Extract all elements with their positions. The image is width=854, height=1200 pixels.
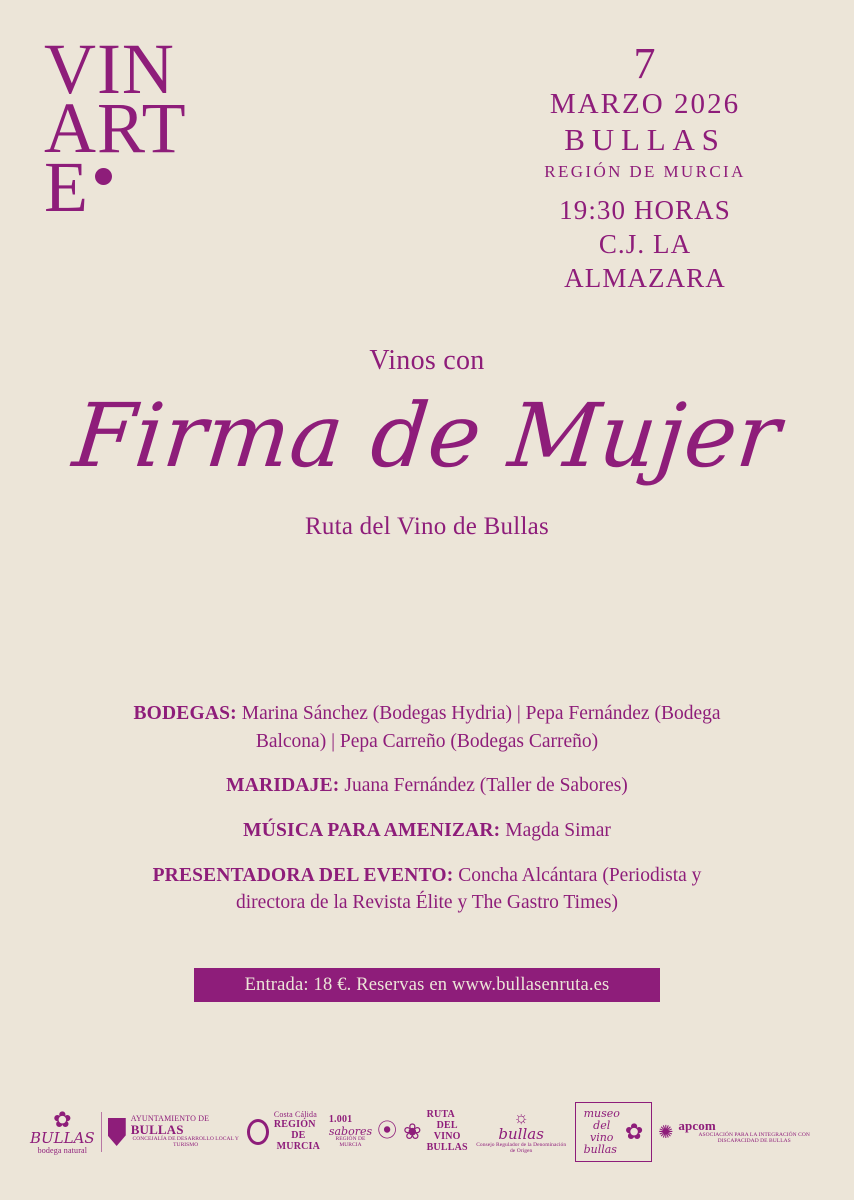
ticket-info-text: Entrada: 18 €. Reservas en www.bullasenruta.es [244, 974, 610, 995]
credit-value: Magda Simar [500, 820, 611, 842]
credit-row [118, 817, 736, 845]
sponsor-tagline: bodega natural [37, 1145, 88, 1155]
main-title-script: Firma de Mujer [68, 384, 786, 487]
leaf-icon: ⦿ [377, 1120, 398, 1143]
sponsor-name: AYUNTAMIENTO DE [130, 1113, 210, 1123]
event-day: 7 [633, 39, 657, 88]
logo-dot-icon [95, 168, 112, 185]
sponsor-name: apcom [678, 1118, 716, 1134]
credit-label: MÚSICA PARA AMENIZAR: [243, 820, 501, 842]
sponsor-tagline: REGIÓN DE MURCIA [335, 1136, 366, 1149]
sponsor-name-secondary: DEL VINO [433, 1120, 461, 1142]
sponsor-do-bullas [474, 1109, 569, 1154]
sponsor-name: museo [583, 1107, 620, 1121]
sponsor-name-tertiary: bullas [583, 1142, 617, 1156]
grape-icon: ✿ [624, 1119, 644, 1144]
sponsor-tagline: CONCEJALÍA DE DESARROLLO LOCAL Y TURISMO [132, 1136, 239, 1149]
event-venue-line-2: ALMAZARA [564, 262, 726, 293]
event-time: 19:30 HORAS [559, 195, 731, 226]
event-month-year: MARZO 2026 [549, 88, 741, 120]
credit-row [118, 862, 736, 917]
title-block [0, 345, 854, 541]
event-region: REGIÓN DE MURCIA [544, 161, 746, 181]
sponsor-ruta-del-vino-bullas [403, 1110, 468, 1153]
sponsor-bullas-bodega-natural [30, 1106, 95, 1155]
logo-line-1: VIN [44, 29, 175, 109]
sponsor-name-tertiary: DE MURCIA [276, 1129, 321, 1152]
credit-row [118, 700, 736, 755]
sponsor-name: Costa Cálida [273, 1110, 317, 1120]
subtitle: Ruta del Vino de Bullas [304, 513, 550, 540]
logo-line-3: E [44, 147, 89, 228]
sponsor-name-secondary: REGIÓN [273, 1119, 316, 1131]
sponsor-tagline: Consejo Regulador de la Denominación de Origen [476, 1142, 567, 1154]
sponsor-1001-sabores [329, 1115, 397, 1150]
credit-row [118, 772, 736, 800]
event-city: BULLAS [564, 122, 726, 158]
sponsor-name: BULLAS [30, 1128, 95, 1147]
sponsor-name: RUTA [426, 1109, 455, 1121]
credit-label: PRESENTADORA DEL EVENTO: [152, 864, 454, 886]
sponsor-tagline: ASOCIACIÓN PARA LA INTEGRACIÓN CON DISCAPACIDAD DE BULLAS [698, 1132, 810, 1145]
event-details [480, 39, 810, 295]
sponsor-ayuntamiento-bullas [108, 1115, 241, 1150]
sponsor-logo-strip [30, 1086, 830, 1178]
vinarte-logo [44, 29, 187, 228]
pretitle: Vinos con [369, 345, 485, 376]
sponsor-name: 1.001 [328, 1113, 353, 1125]
credit-label: MARIDAJE: [226, 775, 340, 797]
credit-label: BODEGAS: [133, 703, 237, 724]
strip-divider [101, 1112, 102, 1152]
credit-value: Concha Alcántara (Periodista y directora de la Revista Élite y The Gastro Times) [236, 864, 702, 914]
sponsor-name-secondary: del vino [589, 1119, 614, 1144]
circle-icon [247, 1119, 269, 1145]
sponsor-museo-del-vino-bullas [575, 1102, 653, 1162]
credit-value: Juana Fernández (Taller de Sabores) [339, 775, 628, 797]
sponsor-name: bullas [498, 1125, 544, 1144]
grape-cluster-icon: ❀ [403, 1119, 422, 1144]
coat-of-arms-icon [108, 1118, 126, 1146]
grape-icon: ✿ [53, 1106, 72, 1132]
hand-icon: ✺ [658, 1121, 674, 1142]
sponsor-region-de-murcia [247, 1111, 323, 1152]
logo-line-2: ART [44, 88, 187, 169]
sponsor-name-tertiary: BULLAS [426, 1141, 468, 1153]
credits-list [118, 700, 736, 917]
sponsor-name-secondary: BULLAS [130, 1122, 184, 1138]
event-venue-line-1: C.J. LA [598, 228, 692, 259]
credit-value: Marina Sánchez (Bodegas Hydria) | Pepa Fernández (Bodega Balcona) | Pepa Carreño (Bodegas Carreño) [236, 703, 721, 752]
sun-icon: ☼ [513, 1108, 529, 1128]
sponsor-apcom [658, 1119, 830, 1145]
sponsor-name-secondary: sabores [328, 1124, 373, 1138]
ticket-info-banner[interactable] [194, 968, 660, 1002]
